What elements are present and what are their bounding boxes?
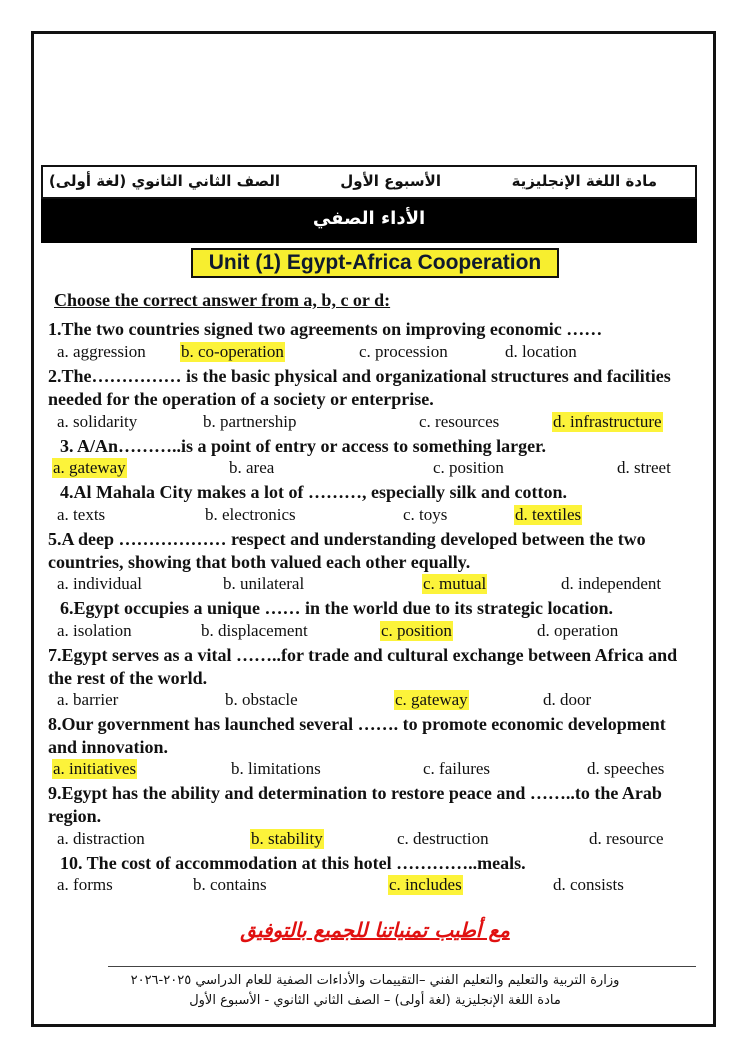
option-a: a. forms	[57, 875, 113, 894]
options-2	[56, 412, 686, 435]
option-d: d. street	[617, 458, 671, 477]
question-1: 1.The two countries signed two agreements on improving economic ……	[48, 319, 603, 339]
option-b: b. unilateral	[223, 574, 305, 593]
option-a: a. texts	[57, 505, 106, 524]
options-3	[53, 458, 686, 481]
options-9	[56, 829, 686, 852]
option-a: a. distraction	[57, 829, 145, 848]
question-7: 7.Egypt serves as a vital ……..for trade and cultural exchange between Africa and the rest of the world.	[48, 645, 678, 688]
option-c-answer: c. mutual	[423, 574, 487, 593]
option-d: d. location	[505, 342, 577, 361]
option-c: c. destruction	[397, 829, 489, 848]
option-a: a. isolation	[57, 621, 132, 640]
option-a-answer: a. initiatives	[53, 759, 137, 778]
section-title: الأداء الصفي	[41, 199, 697, 243]
instruction: Choose the correct answer from a, b, c or d:	[54, 290, 391, 310]
option-b: b. electronics	[205, 505, 296, 524]
option-c-answer: c. gateway	[395, 690, 468, 709]
option-c: c. procession	[359, 342, 448, 361]
option-b-answer: b. co-operation	[181, 342, 284, 361]
options-8	[53, 759, 686, 782]
question-5: 5.A deep ……………… respect and understanding developed between the two countries, showing that both valued each other equally.	[48, 529, 646, 572]
header-grade: الصف الثاني الثانوي (لغة أولى)	[48, 172, 280, 190]
option-b: b. obstacle	[225, 690, 298, 709]
option-a: a. barrier	[57, 690, 119, 709]
option-b: b. area	[229, 458, 275, 477]
footer-divider	[108, 966, 696, 967]
closing-wish: مع أطيب تمنياتنا للجميع بالتوفيق	[240, 918, 510, 942]
options-1	[56, 342, 686, 365]
option-c: c. resources	[419, 412, 500, 431]
option-d: d. door	[543, 690, 592, 709]
question-10: 10. The cost of accommodation at this hotel …………..meals.	[60, 853, 526, 873]
option-b: b. partnership	[203, 412, 297, 431]
option-d: d. consists	[553, 875, 624, 894]
options-6	[56, 621, 686, 644]
options-7	[56, 690, 686, 713]
option-d-answer: d. textiles	[515, 505, 582, 524]
option-c-answer: c. includes	[389, 875, 462, 894]
option-d: d. operation	[537, 621, 619, 640]
unit-title: Unit (1) Egypt-Africa Cooperation	[191, 248, 559, 278]
header-subject: مادة اللغة الإنجليزية	[511, 172, 657, 190]
option-d: d. independent	[561, 574, 662, 593]
footer-line-1: وزارة التربية والتعليم والتعليم الفني –التقييمات والأداءات الصفية للعام الدراسي ٢٠٢٥-٢٠٢٦	[130, 973, 620, 988]
footer-line-2: مادة اللغة الإنجليزية (لغة أولى) – الصف الثاني الثانوي - الأسبوع الأول	[189, 993, 561, 1008]
option-c: c. toys	[403, 505, 448, 524]
question-8: 8.Our government has launched several ……. to promote economic development and innovation.	[48, 714, 666, 757]
option-d-answer: d. infrastructure	[553, 412, 662, 431]
options-5	[56, 574, 686, 597]
option-d: d. speeches	[587, 759, 665, 778]
option-a-answer: a. gateway	[53, 458, 126, 477]
header-week: الأسبوع الأول	[340, 172, 441, 190]
options-4	[56, 505, 686, 528]
option-c: c. position	[433, 458, 504, 477]
option-d: d. resource	[589, 829, 664, 848]
option-a: a. solidarity	[57, 412, 138, 431]
header-row	[41, 165, 697, 199]
options-10	[56, 875, 686, 898]
option-a: a. aggression	[57, 342, 146, 361]
question-6: 6.Egypt occupies a unique …… in the world due to its strategic location.	[60, 598, 614, 618]
option-b: b. limitations	[231, 759, 321, 778]
question-3: 3. A/An………..is a point of entry or access to something larger.	[60, 436, 546, 456]
question-9: 9.Egypt has the ability and determination to restore peace and ……..to the Arab region.	[48, 783, 662, 826]
option-b-answer: b. stability	[251, 829, 323, 848]
question-2: 2.The…………… is the basic physical and organizational structures and facilities needed for the operation of a society or enterprise.	[48, 366, 671, 409]
option-b: b. contains	[193, 875, 267, 894]
option-b: b. displacement	[201, 621, 308, 640]
option-c: c. failures	[423, 759, 491, 778]
option-c-answer: c. position	[381, 621, 452, 640]
option-a: a. individual	[57, 574, 142, 593]
question-4: 4.Al Mahala City makes a lot of ………, especially silk and cotton.	[60, 482, 567, 502]
